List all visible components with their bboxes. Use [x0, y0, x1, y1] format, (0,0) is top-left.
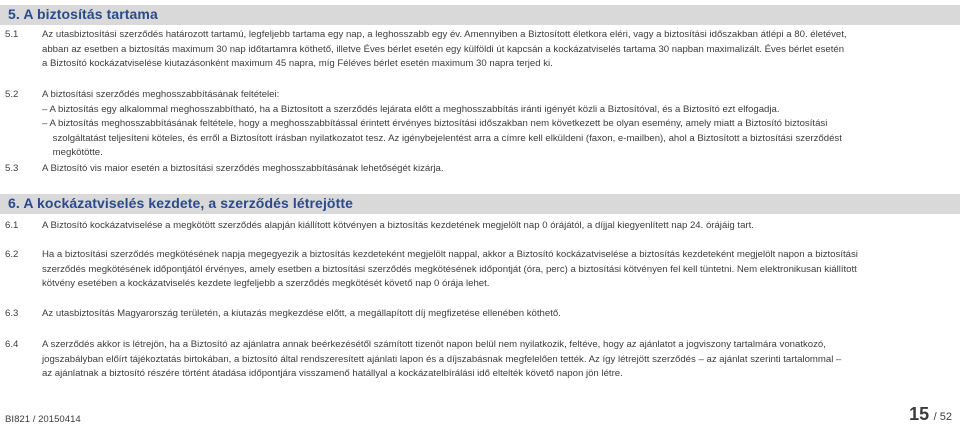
paragraph-number: 5.1 [5, 29, 19, 40]
text-line: szerződés megkötésének időpontjától érvényes, amely esetben a biztosítási szerződés megkötésének időpontját (óra, perc) a biztosítási kötvényen fel kell tüntetni. Nem elektronikusan kiállított [42, 263, 857, 275]
paragraph-number: 6.3 [5, 308, 19, 319]
paragraph-text [42, 248, 858, 292]
section-5-header-bar [0, 5, 960, 25]
paragraph-number: 6.2 [5, 249, 19, 260]
text-line: szolgáltatást teljesíteni köteles, és erről a Biztosított írásban nyilatkozatot tesz. Az igénybejelentést arra a címre kell elküldeni (faxon, e-mailben), ahol a Biztosított a biztosítási szerződést [42, 132, 842, 144]
text-line: kötvény esetében a kockázatviselés kezdete legfeljebb a szerződés megkötését követő nap 0 órája lehet. [42, 278, 490, 289]
paragraph-text [42, 338, 841, 382]
text-line: az ajánlatnak a biztosító részére történt átadása időpontjára visszamenő hatállyal a kockázatelbírálási idő eltelték követő napon jön létre. [42, 368, 623, 379]
paragraph-text [42, 219, 754, 234]
text-line: Ha a biztosítási szerződés megkötésének napja megegyezik a biztosítás kezdeteként megjelölt nappal, akkor a Biztosító kockázatviselése a biztosítás kezdeteként megjelölt napon a biztosítási [42, 249, 858, 260]
text-line: abban az esetben a biztosítás maximum 30 nap időtartamra köthető, illetve Éves bérlet esetén egy külföldi út kapcsán a kockázatviselés tartama 30 napban maximalizált. Éves bérlet esetén [42, 43, 845, 55]
current-page: 15 [909, 404, 930, 424]
paragraph-text [42, 88, 842, 161]
paragraph-number: 5.3 [5, 163, 19, 174]
text-line: A Biztosító vis maior esetén a biztosítási szerződés meghosszabbításának lehetőségét kizárja. [42, 163, 444, 174]
document-code: BI821 / 20150414 [5, 414, 81, 425]
section-6-title: 6. A kockázatviselés kezdete, a szerződés létrejötte [8, 195, 353, 211]
paragraph-number: 5.2 [5, 89, 19, 100]
list-item: – A biztosítás meghosszabbításának feltétele, hogy a meghosszabbítással érintett érvényes biztosítási időszakban nem következett be olyan esemény, amely miatt a Biztosító biztosítási [42, 118, 828, 129]
text-line: a Biztosító kockázatviselése kiutazásonként maximum 45 napra, míg Féléves bérlet esetén maximum 30 napra terjed ki. [42, 58, 553, 69]
paragraph-text [42, 307, 561, 322]
page-number [909, 404, 952, 425]
paragraph-text [42, 28, 847, 72]
text-line: A szerződés akkor is létrejön, ha a Biztosító az ajánlatra annak beérkezésétől számított tizenöt napon belül nem nyilatkozik, feltéve, hogy az ajánlatot a jogviszony tartalmára vonatkozó, [42, 339, 826, 350]
text-line: megkötötte. [42, 147, 103, 158]
text-line: Az utasbiztosítás Magyarország területén, a kiutazás megkezdése előtt, a megállapított díj megfizetése ellenében köthető. [42, 308, 561, 319]
paragraph-number: 6.4 [5, 339, 19, 350]
section-5-title: 5. A biztosítás tartama [8, 6, 158, 22]
text-line: A Biztosító kockázatviselése a megkötött szerződés alapján kiállított kötvényen a biztosítás kezdetének megjelölt nap 0 órájától, a díjjal kiegyenlített nap 24. órájáig tart. [42, 220, 754, 231]
text-line: jogszabályban előírt tájékoztatás birtokában, a biztosító által rendszeresített ajánlati lapon és a díjszabásnak megfelelően tették. Az így létrejött szerződés – az ajánlat szerinti tartalommal – [42, 353, 842, 365]
paragraph-number: 6.1 [5, 220, 19, 231]
text-line: Az utasbiztosítási szerződés határozott tartamú, legfeljebb tartama egy nap, a leghosszabb egy év. Amennyiben a Biztosított életkora eléri, vagy a biztosítási időszakban átlépi a 80. életévet, [42, 29, 847, 40]
total-pages: / 52 [933, 411, 952, 423]
paragraph-text [42, 162, 444, 177]
text-line: A biztosítási szerződés meghosszabbításának feltételei: [42, 89, 280, 100]
list-item: – A biztosítás egy alkalommal meghosszabbítható, ha a Biztosított a szerződés lejárata előtt a meghosszabbítás iránti igényét közli a Biztosítóval, és a Biztosító ezt elfogadja. [42, 103, 780, 115]
section-6-header-bar [0, 194, 960, 214]
